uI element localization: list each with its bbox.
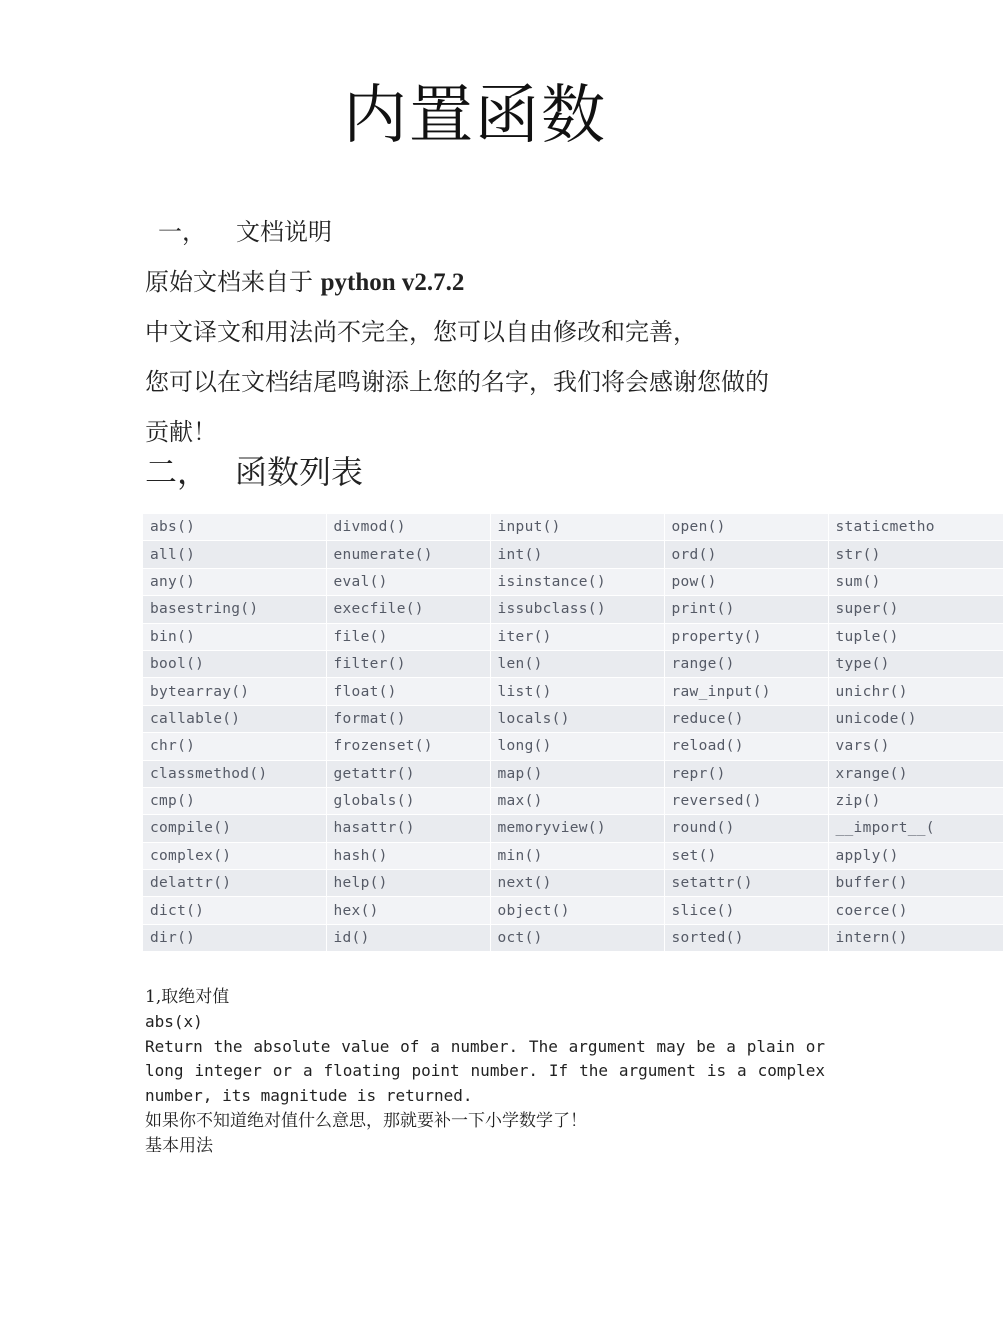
section-heading-text: 函数列表: [235, 453, 364, 491]
function-cell: open(): [664, 514, 828, 541]
function-cell: classmethod(): [143, 760, 326, 787]
table-row: [143, 541, 1003, 568]
page-title: 内置函数: [343, 79, 607, 153]
function-cell: format(): [326, 705, 490, 732]
function-cell: reversed(): [664, 787, 828, 814]
usage-heading: 基本用法: [145, 1135, 213, 1156]
function-cell: staticmetho: [828, 514, 1003, 541]
function-cell: intern(): [828, 924, 1003, 951]
function-cell: iter(): [490, 623, 664, 650]
function-cell: divmod(): [326, 514, 490, 541]
table-row: [143, 870, 1003, 897]
function-cell: vars(): [828, 733, 1003, 760]
section-number: 二，: [145, 453, 210, 491]
table-row: [143, 705, 1003, 732]
function-cell: reload(): [664, 733, 828, 760]
section-number: 一，: [158, 218, 206, 246]
table-row: [143, 650, 1003, 677]
table-row: [143, 897, 1003, 924]
table-row: [143, 596, 1003, 623]
function-cell: callable(): [143, 705, 326, 732]
translation-note: 中文译文和用法尚不完全，您可以自由修改和完善，: [145, 318, 697, 346]
function-cell: int(): [490, 541, 664, 568]
function-cell: bin(): [143, 623, 326, 650]
function-cell: globals(): [326, 787, 490, 814]
function-cell: compile(): [143, 815, 326, 842]
function-cell: next(): [490, 870, 664, 897]
function-cell: repr(): [664, 760, 828, 787]
function-cell: list(): [490, 678, 664, 705]
function-cell: reduce(): [664, 705, 828, 732]
function-cell: locals(): [490, 705, 664, 732]
function-cell: issubclass(): [490, 596, 664, 623]
section-heading-doc-notes: [158, 216, 332, 248]
function-cell: min(): [490, 842, 664, 869]
function-cell: dict(): [143, 897, 326, 924]
table-row: [143, 514, 1003, 541]
section-heading-text: 文档说明: [236, 218, 332, 246]
acknowledgement-note: 您可以在文档结尾鸣谢添上您的名字，我们将会感谢您做的: [145, 368, 769, 396]
function-cell: apply(): [828, 842, 1003, 869]
function-cell: hasattr(): [326, 815, 490, 842]
function-cell: bytearray(): [143, 678, 326, 705]
function-cell: map(): [490, 760, 664, 787]
table-row: [143, 623, 1003, 650]
function-cell: buffer(): [828, 870, 1003, 897]
abs-description: Return the absolute value of a number. The argument may be a plain or long integer or a floating point number. If the argument is a complex number, its magnitude is returned.: [145, 1036, 835, 1106]
function-cell: input(): [490, 514, 664, 541]
function-cell: float(): [326, 678, 490, 705]
table-row: [143, 678, 1003, 705]
function-cell: chr(): [143, 733, 326, 760]
table-row: [143, 924, 1003, 951]
source-paragraph: [145, 266, 464, 299]
source-prefix: 原始文档来自于: [145, 268, 321, 296]
acknowledgement-note-end: 贡献！: [145, 418, 217, 446]
function-cell: delattr(): [143, 870, 326, 897]
function-cell: getattr(): [326, 760, 490, 787]
abs-section: [145, 985, 835, 1159]
section-heading-function-list: [145, 452, 363, 492]
function-cell: type(): [828, 650, 1003, 677]
function-cell: pow(): [664, 568, 828, 595]
function-cell: property(): [664, 623, 828, 650]
function-cell: str(): [828, 541, 1003, 568]
function-cell: print(): [664, 596, 828, 623]
function-cell: enumerate(): [326, 541, 490, 568]
function-cell: long(): [490, 733, 664, 760]
function-cell: super(): [828, 596, 1003, 623]
function-cell: abs(): [143, 514, 326, 541]
function-cell: raw_input(): [664, 678, 828, 705]
function-cell: basestring(): [143, 596, 326, 623]
function-cell: frozenset(): [326, 733, 490, 760]
function-cell: object(): [490, 897, 664, 924]
abs-signature: abs(x): [145, 1011, 203, 1031]
function-cell: cmp(): [143, 787, 326, 814]
function-cell: oct(): [490, 924, 664, 951]
function-cell: tuple(): [828, 623, 1003, 650]
function-cell: help(): [326, 870, 490, 897]
function-cell: bool(): [143, 650, 326, 677]
function-cell: sum(): [828, 568, 1003, 595]
table-row: [143, 815, 1003, 842]
function-cell: round(): [664, 815, 828, 842]
function-cell: ord(): [664, 541, 828, 568]
function-table-body: [143, 514, 1003, 952]
function-cell: __import__(: [828, 815, 1003, 842]
abs-note: 如果你不知道绝对值什么意思，那就要补一下小学数学了！: [145, 1110, 587, 1131]
function-cell: len(): [490, 650, 664, 677]
function-cell: id(): [326, 924, 490, 951]
function-cell: dir(): [143, 924, 326, 951]
abs-heading: 1,取绝对值: [145, 987, 230, 1007]
table-row: [143, 733, 1003, 760]
function-table: [143, 514, 950, 947]
function-cell: isinstance(): [490, 568, 664, 595]
function-cell: zip(): [828, 787, 1003, 814]
function-cell: xrange(): [828, 760, 1003, 787]
function-cell: file(): [326, 623, 490, 650]
table-row: [143, 760, 1003, 787]
function-cell: execfile(): [326, 596, 490, 623]
function-cell: range(): [664, 650, 828, 677]
function-cell: max(): [490, 787, 664, 814]
function-cell: hash(): [326, 842, 490, 869]
source-version: python v2.7.2: [320, 269, 465, 296]
function-cell: memoryview(): [490, 815, 664, 842]
function-cell: unicode(): [828, 705, 1003, 732]
function-cell: any(): [143, 568, 326, 595]
function-cell: unichr(): [828, 678, 1003, 705]
function-cell: all(): [143, 541, 326, 568]
function-cell: coerce(): [828, 897, 1003, 924]
table-row: [143, 842, 1003, 869]
function-cell: hex(): [326, 897, 490, 924]
function-cell: slice(): [664, 897, 828, 924]
function-cell: sorted(): [664, 924, 828, 951]
table-row: [143, 568, 1003, 595]
table-row: [143, 787, 1003, 814]
function-cell: eval(): [326, 568, 490, 595]
function-cell: set(): [664, 842, 828, 869]
function-cell: filter(): [326, 650, 490, 677]
function-cell: complex(): [143, 842, 326, 869]
function-cell: setattr(): [664, 870, 828, 897]
